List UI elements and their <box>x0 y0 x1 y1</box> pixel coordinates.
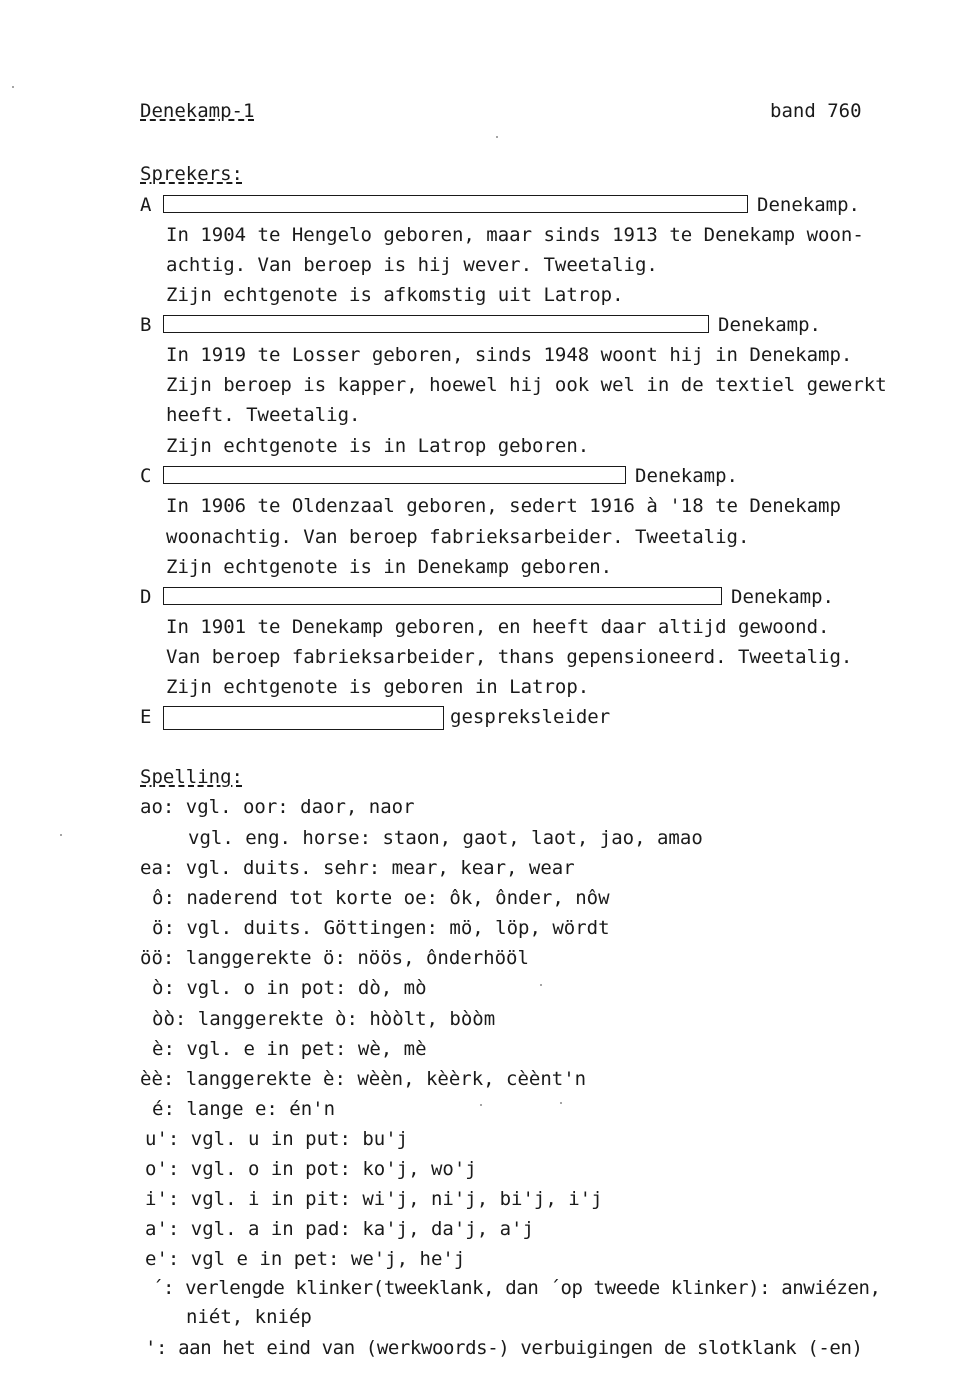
spelling-rule: o': vgl. o in pot: ko'j, wo'j <box>145 1158 477 1180</box>
speaker-letter: D <box>140 586 152 608</box>
spelling-rule: öö: langgerekte ö: nöös, ônderhööl <box>140 947 529 969</box>
spelling-rule: vgl. eng. horse: staon, gaot, laot, jao, amao <box>188 827 703 849</box>
spelling-rule: ao: vgl. oor: daor, naor <box>140 796 415 818</box>
speaker-bio-line: In 1904 te Hengelo geboren, maar sinds 1913 te Denekamp woon- <box>166 224 864 246</box>
redacted-name-box <box>163 195 748 213</box>
spelling-rule: e': vgl e in pet: we'j, he'j <box>145 1248 466 1270</box>
redacted-name-box <box>163 466 626 484</box>
speaker-place: Denekamp. <box>718 314 821 336</box>
speaker-letter: B <box>140 314 152 336</box>
speaker-place: Denekamp. <box>635 465 738 487</box>
spelling-rule: ò: vgl. o in pot: dò, mò <box>152 977 427 999</box>
spelling-rule: òò: langgerekte ò: hòòlt, bòòm <box>152 1008 496 1030</box>
spelling-rule: ': aan het eind van (werkwoords-) verbuigingen de slotklank (-en) <box>145 1337 863 1359</box>
spelling-rule: ö: vgl. duits. Göttingen: mö, löp, wördt <box>152 917 610 939</box>
spelling-rule: ´: verlengde klinker(tweeklank, dan ´op tweede klinker): anwiézen, <box>152 1277 881 1299</box>
scan-speck <box>480 1104 482 1106</box>
scan-speck <box>60 834 62 836</box>
spelling-rule: u': vgl. u in put: bu'j <box>145 1128 409 1150</box>
speaker-bio-line: Van beroep fabrieksarbeider, thans gepensioneerd. Tweetalig. <box>166 646 853 668</box>
spelling-rule: ô: naderend tot korte oe: ôk, ônder, nôw <box>152 887 610 909</box>
sprekers-heading: Sprekers: <box>140 163 243 185</box>
redacted-name-box <box>163 315 709 333</box>
speaker-bio-line: heeft. Tweetalig. <box>166 404 361 426</box>
document-title: Denekamp-1 <box>140 100 255 122</box>
spelling-rule: èè: langgerekte è: wèèn, kèèrk, cèènt'n <box>140 1068 587 1090</box>
spelling-heading: Spelling: <box>140 766 243 788</box>
speaker-bio-line: achtig. Van beroep is hij wever. Tweetalig. <box>166 254 658 276</box>
speaker-role: gespreksleider <box>450 706 611 728</box>
speaker-bio-line: Zijn beroep is kapper, hoewel hij ook wel in de textiel gewerkt <box>166 374 887 396</box>
spelling-rule: è: vgl. e in pet: wè, mè <box>152 1038 427 1060</box>
speaker-bio-line: In 1919 te Losser geboren, sinds 1948 woont hij in Denekamp. <box>166 344 853 366</box>
spelling-rule: a': vgl. a in pad: ka'j, da'j, a'j <box>145 1218 534 1240</box>
speaker-bio-line: In 1901 te Denekamp geboren, en heeft daar altijd gewoond. <box>166 616 830 638</box>
scan-speck <box>560 1102 562 1104</box>
spelling-rule: ea: vgl. duits. sehr: mear, kear, wear <box>140 857 575 879</box>
speaker-bio-line: woonachtig. Van beroep fabrieksarbeider. Tweetalig. <box>166 526 750 548</box>
band-number: band 760 <box>770 100 862 122</box>
redacted-name-box <box>163 587 722 605</box>
speaker-letter: A <box>140 194 152 216</box>
speaker-letter: E <box>140 706 152 728</box>
speaker-bio-line: Zijn echtgenote is in Denekamp geboren. <box>166 556 613 578</box>
spelling-rule-continuation: niét, kniép <box>186 1306 312 1328</box>
redacted-name-box <box>163 706 444 730</box>
speaker-bio-line: Zijn echtgenote is in Latrop geboren. <box>166 435 590 457</box>
speaker-bio-line: Zijn echtgenote is afkomstig uit Latrop. <box>166 284 624 306</box>
speaker-place: Denekamp. <box>731 586 834 608</box>
speaker-bio-line: Zijn echtgenote is geboren in Latrop. <box>166 676 590 698</box>
scan-speck <box>496 136 498 138</box>
speaker-place: Denekamp. <box>757 194 860 216</box>
speaker-bio-line: In 1906 te Oldenzaal geboren, sedert 1916 à '18 te Denekamp <box>166 495 841 517</box>
spelling-rule: i': vgl. i in pit: wi'j, ni'j, bi'j, i'j <box>145 1188 603 1210</box>
spelling-rule: é: lange e: én'n <box>152 1098 336 1120</box>
scan-speck <box>12 86 14 88</box>
scan-speck <box>540 984 542 986</box>
speaker-letter: C <box>140 465 152 487</box>
